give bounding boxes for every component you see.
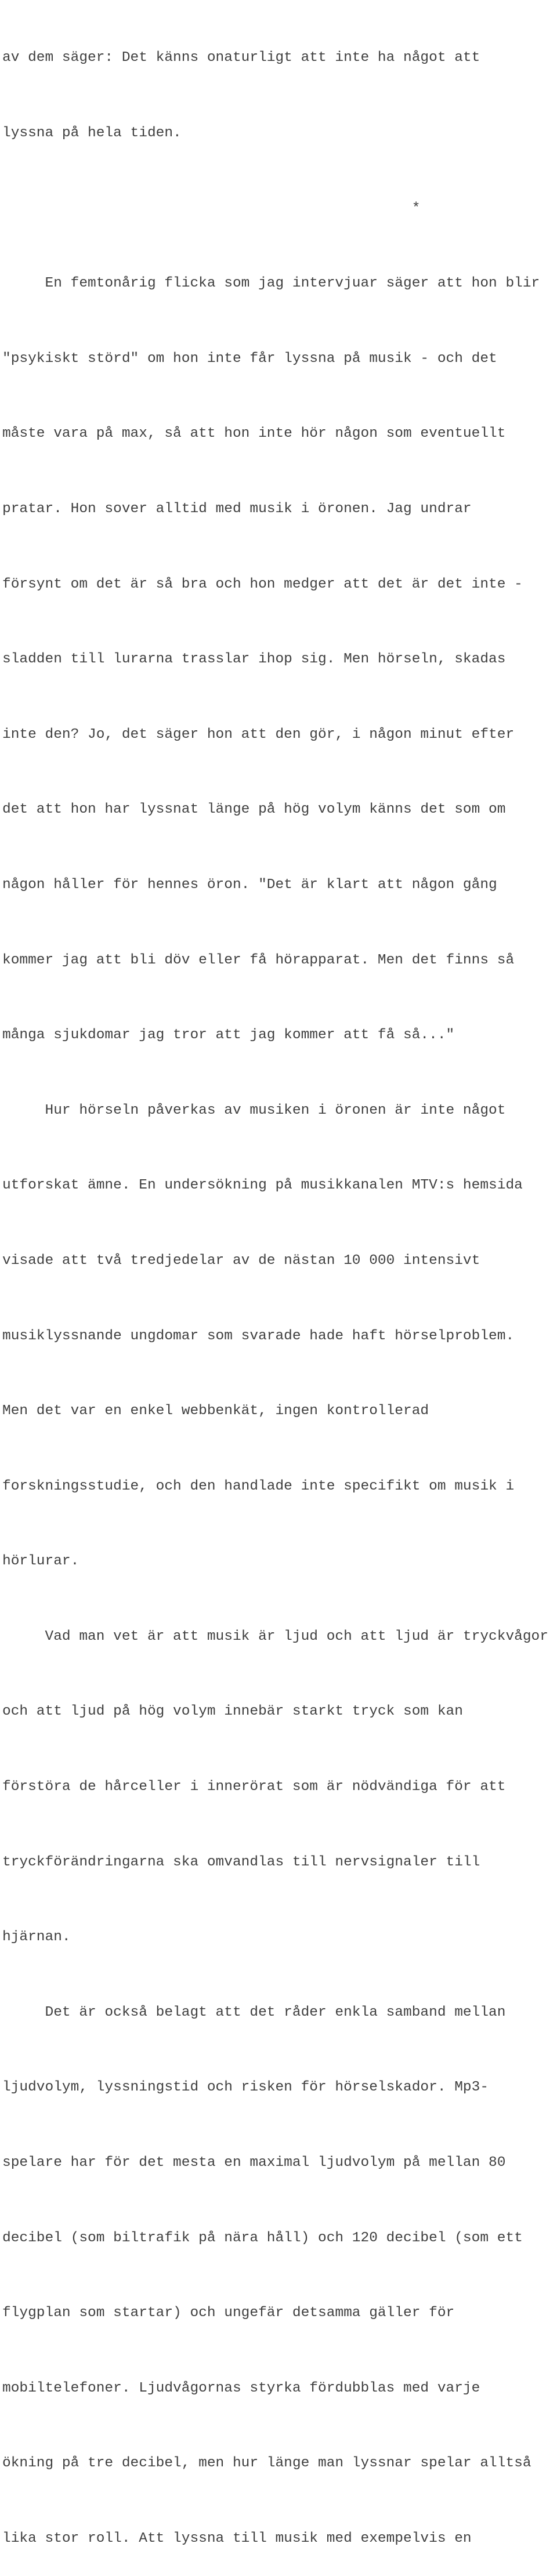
text-line: Men det var en enkel webbenkät, ingen kontrollerad <box>2 1403 429 1419</box>
text-line: ökning på tre decibel, men hur länge man lyssnar spelar alltså <box>2 2455 531 2472</box>
text-line: decibel (som biltrafik på nära håll) och 120 decibel (som ett <box>2 2230 523 2246</box>
text-line: kommer jag att bli döv eller få hörapparat. Men det finns så <box>2 952 515 968</box>
text-line: någon håller för hennes öron. "Det är klart att någon gång <box>2 876 497 893</box>
text-line: många sjukdomar jag tror att jag kommer att få så..." <box>2 1027 455 1044</box>
text-line: flygplan som startar) och ungefär detsamma gäller för <box>2 2305 455 2321</box>
text-line: "psykiskt störd" om hon inte får lyssna på musik - och det <box>2 350 497 367</box>
text-line: och att ljud på hög volym innebär starkt tryck som kan <box>2 1704 463 1720</box>
text-line: lika stor roll. Att lyssna till musik med exempelvis en <box>2 2531 472 2546</box>
text-line: tryckförändringarna ska omvandlas till nervsignaler till <box>2 1854 480 1870</box>
text-line: hörlurar. <box>2 1553 79 1570</box>
text-line: ljudvolym, lyssningstid och risken för hörselskador. Mp3- <box>2 2079 489 2096</box>
text-line: inte den? Jo, det säger hon att den gör, i någon minut efter <box>2 726 515 742</box>
text-line: mobiltelefoner. Ljudvågornas styrka fördubblas med varje <box>2 2380 480 2396</box>
text-line: det att hon har lyssnat länge på hög volym känns det som om <box>2 802 506 818</box>
text-line: spelare har för det mesta en maximal ljudvolym på mellan 80 <box>2 2155 506 2171</box>
text-line: Det är också belagt att det råder enkla samband mellan <box>2 2004 506 2020</box>
text-line: lyssna på hela tiden. <box>2 125 182 141</box>
text-line: visade att två tredjedelar av de nästan 10 000 intensivt <box>2 1252 480 1269</box>
document-body <box>2 0 557 2576</box>
text-line: utforskat ämne. En undersökning på musikkanalen MTV:s hemsida <box>2 1178 523 1194</box>
text-line: musiklyssnande ungdomar som svarade hade haft hörselproblem. <box>2 1328 515 1344</box>
text-line: Vad man vet är att musik är ljud och att ljud är tryckvågor <box>2 1628 548 1644</box>
text-line: måste vara på max, så att hon inte hör någon som eventuellt <box>2 426 506 442</box>
text-line: försynt om det är så bra och hon medger att det är det inte - <box>2 576 523 592</box>
text-line: pratar. Hon sover alltid med musik i öronen. Jag undrar <box>2 501 472 517</box>
text-line: sladden till lurarna trasslar ihop sig. Men hörseln, skadas <box>2 651 506 668</box>
section-separator-asterisk: * <box>2 200 421 216</box>
text-line: forskningsstudie, och den handlade inte specifikt om musik i <box>2 1478 515 1494</box>
text-line: hjärnan. <box>2 1929 71 1945</box>
text-line: förstöra de hårceller i innerörat som är nödvändiga för att <box>2 1779 506 1795</box>
text-line: av dem säger: Det känns onaturligt att inte ha något att <box>2 50 480 66</box>
text-line: En femtonårig flicka som jag intervjuar säger att hon blir <box>2 276 540 292</box>
text-line: Hur hörseln påverkas av musiken i öronen är inte något <box>2 1102 506 1118</box>
